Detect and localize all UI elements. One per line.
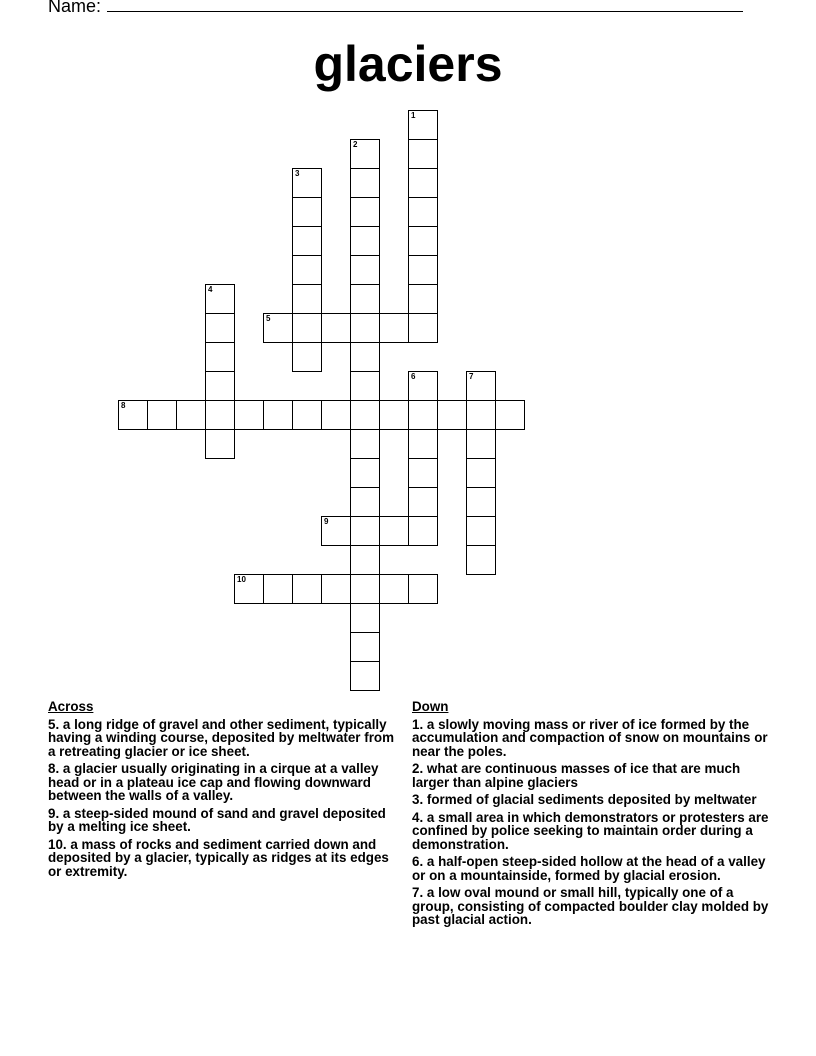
grid-cell[interactable]: [408, 487, 438, 517]
grid-cell[interactable]: [292, 168, 322, 198]
across-heading: Across: [48, 699, 94, 714]
grid-cell[interactable]: [263, 574, 293, 604]
grid-cell[interactable]: [205, 313, 235, 343]
clue-number: 7: [469, 372, 474, 381]
grid-cell[interactable]: [350, 313, 380, 343]
clue-down-1: 1. a slowly moving mass or river of ice formed by the accumulation and compaction of snow on mountains or near the poles.: [412, 716, 768, 759]
grid-cell[interactable]: [408, 284, 438, 314]
grid-cell[interactable]: [147, 400, 177, 430]
clue-number: 9: [324, 517, 329, 526]
grid-cell[interactable]: [350, 516, 380, 546]
grid-cell[interactable]: [350, 400, 380, 430]
clue-number: 8: [121, 401, 126, 410]
grid-cell[interactable]: [292, 400, 322, 430]
grid-cell[interactable]: [205, 284, 235, 314]
grid-cell[interactable]: [292, 342, 322, 372]
grid-cell[interactable]: [321, 313, 351, 343]
grid-cell[interactable]: [292, 574, 322, 604]
grid-cell[interactable]: [350, 197, 380, 227]
grid-cell[interactable]: [205, 400, 235, 430]
grid-cell[interactable]: [408, 313, 438, 343]
clue-number: 3: [295, 169, 300, 178]
grid-cell[interactable]: [379, 574, 409, 604]
clue-down-2: 2. what are continuous masses of ice that are much larger than alpine glaciers: [412, 761, 741, 790]
grid-cell[interactable]: [205, 371, 235, 401]
clue-across-5: 5. a long ridge of gravel and other sediment, typically having a winding course, deposited by meltwater from a retreating glacier or ice sheet.: [48, 716, 394, 759]
grid-cell[interactable]: [408, 516, 438, 546]
grid-cell[interactable]: [466, 516, 496, 546]
grid-cell[interactable]: [350, 429, 380, 459]
grid-cell[interactable]: [408, 458, 438, 488]
grid-cell[interactable]: [379, 313, 409, 343]
clue-down-4: 4. a small area in which demonstrators or protesters are confined by police seeking to maintain order during a demonstration.: [412, 809, 769, 852]
grid-cell[interactable]: [205, 429, 235, 459]
clue-across-8: 8. a glacier usually originating in a cirque at a valley head or in a plateau ice cap and flowing downward between the walls of a valley.: [48, 761, 379, 803]
grid-cell[interactable]: [350, 168, 380, 198]
grid-cell[interactable]: [234, 400, 264, 430]
grid-cell[interactable]: [350, 661, 380, 691]
grid-cell[interactable]: [350, 371, 380, 401]
puzzle-title: glaciers: [313, 36, 503, 92]
grid-cell[interactable]: [350, 487, 380, 517]
clue-number: 6: [411, 372, 416, 381]
grid-cell[interactable]: [292, 255, 322, 285]
grid-cell[interactable]: [321, 516, 351, 546]
grid-cell[interactable]: [466, 371, 496, 401]
grid-cell[interactable]: [350, 603, 380, 633]
grid-cell[interactable]: [350, 284, 380, 314]
name-label: Name:: [48, 0, 102, 16]
grid-cell[interactable]: [379, 400, 409, 430]
grid-cell[interactable]: [292, 284, 322, 314]
grid-cell[interactable]: [408, 400, 438, 430]
grid-cell[interactable]: [495, 400, 525, 430]
grid-cell[interactable]: [350, 342, 380, 372]
grid-cell[interactable]: [466, 458, 496, 488]
grid-cell[interactable]: [350, 139, 380, 169]
grid-cell[interactable]: [176, 400, 206, 430]
grid-cell[interactable]: [408, 110, 438, 140]
grid-cell[interactable]: [205, 342, 235, 372]
grid-cell[interactable]: [466, 429, 496, 459]
grid-cell[interactable]: [408, 226, 438, 256]
grid-cell[interactable]: [292, 226, 322, 256]
grid-cell[interactable]: [234, 574, 264, 604]
grid-cell[interactable]: [292, 313, 322, 343]
down-heading: Down: [412, 699, 449, 714]
clue-down-7: 7. a low oval mound or small hill, typically one of a group, consisting of compacted boulder clay molded by past glacial action.: [412, 885, 769, 927]
grid-cell[interactable]: [350, 574, 380, 604]
clue-number: 2: [353, 140, 358, 149]
grid-cell[interactable]: [408, 168, 438, 198]
grid-cell[interactable]: [466, 545, 496, 575]
grid-cell[interactable]: [263, 313, 293, 343]
grid-cell[interactable]: [466, 487, 496, 517]
grid-cell[interactable]: [292, 197, 322, 227]
grid-cell[interactable]: [408, 371, 438, 401]
grid-cell[interactable]: [408, 139, 438, 169]
grid-cell[interactable]: [408, 255, 438, 285]
grid-cell[interactable]: [350, 255, 380, 285]
grid-cell[interactable]: [118, 400, 148, 430]
grid-cell[interactable]: [350, 632, 380, 662]
grid-cell[interactable]: [350, 226, 380, 256]
grid-cell[interactable]: [408, 197, 438, 227]
clue-across-9: 9. a steep-sided mound of sand and gravel deposited by a melting ice sheet.: [48, 805, 386, 834]
grid-cell[interactable]: [466, 400, 496, 430]
grid-cell[interactable]: [263, 400, 293, 430]
clue-down-3: 3. formed of glacial sediments deposited by meltwater: [412, 792, 757, 807]
grid-cell[interactable]: [350, 545, 380, 575]
clue-across-10: 10. a mass of rocks and sediment carried down and deposited by a glacier, typically as ridges at its edges or extremity.: [48, 836, 389, 879]
grid-cell[interactable]: [379, 516, 409, 546]
clue-number: 5: [266, 314, 271, 323]
grid-cell[interactable]: [408, 574, 438, 604]
grid-cell[interactable]: [437, 400, 467, 430]
down-clues: [412, 700, 770, 931]
clue-number: 10: [237, 575, 246, 584]
across-clues: [48, 700, 398, 882]
grid-cell[interactable]: [321, 400, 351, 430]
grid-cell[interactable]: [350, 458, 380, 488]
grid-cell[interactable]: [408, 429, 438, 459]
clue-number: 1: [411, 111, 416, 120]
clue-number: 4: [208, 285, 213, 294]
grid-cell[interactable]: [321, 574, 351, 604]
clue-down-6: 6. a half-open steep-sided hollow at the head of a valley or on a mountainside, formed by glacial erosion.: [412, 854, 766, 883]
